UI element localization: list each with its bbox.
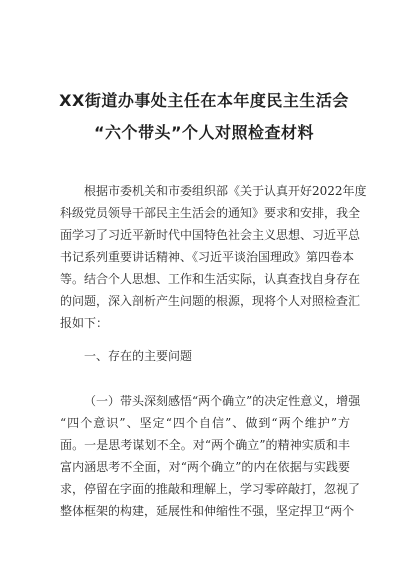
section-1-line: 面。一是思考谋划不全。对“两个确立”的精神实质和丰 [60, 438, 350, 452]
section-1-line: （一）带头深刻感悟“两个确立”的决定性意义，增强 [84, 394, 361, 408]
intro-line: 报如下： [60, 316, 109, 330]
section-1-line: 整体框架的构建，延展性和伸缩性不强，坚定捍卫“两个 [60, 504, 355, 518]
intro-line: 面学习了习近平新时代中国特色社会主义思想、习近平总 [60, 228, 361, 242]
document-title-line-1: XX街道办事处主任在本年度民主生活会 [59, 91, 349, 110]
section-heading: 一、存在的主要问题 [84, 349, 193, 363]
intro-line: 等。结合个人思想、工作和生活实际，认真查找自身存在 [60, 272, 361, 286]
section-1-paragraph [60, 390, 361, 522]
section-1-line: “四个意识”、坚定“四个自信”、做到“两个维护”方 [60, 416, 350, 430]
document-title-line-2: “六个带头”个人对照检查材料 [93, 123, 315, 142]
section-1-line: 富内涵思考不全面，对“两个确立”的内在依据与实践要 [60, 460, 350, 474]
section-1-line: 求，停留在字面的推敲和理解上，学习零碎敲打，忽视了 [60, 482, 361, 496]
intro-paragraph [60, 180, 367, 334]
intro-line: 根据市委机关和市委组织部《关于认真开好2022年度 [84, 184, 367, 198]
intro-line: 科级党员领导干部民主生活会的通知》要求和安排，我全 [60, 206, 361, 220]
intro-line: 书记系列重要讲话精神、《习近平谈治国理政》第四卷本 [60, 250, 355, 264]
intro-line: 的问题，深入剖析产生问题的根源，现将个人对照检查汇 [60, 294, 361, 308]
